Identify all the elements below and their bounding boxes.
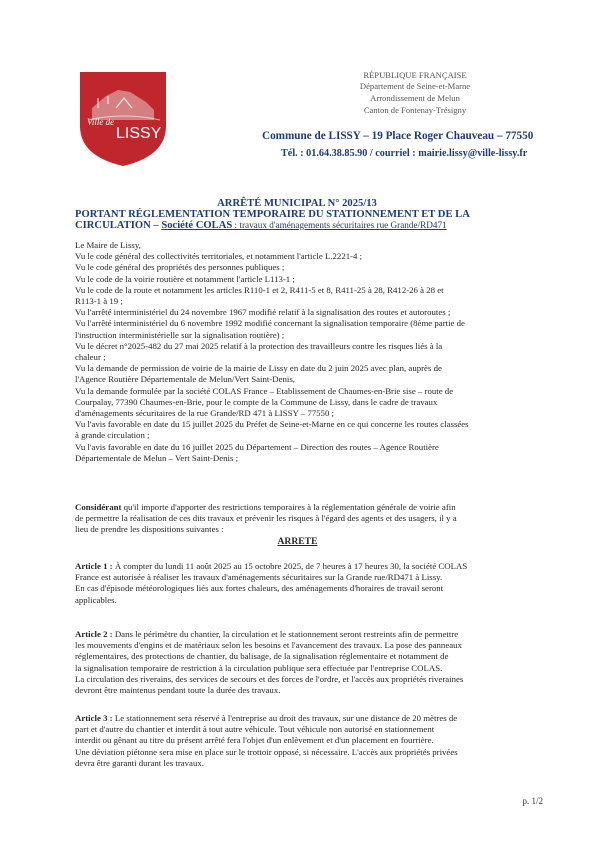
article-text: La circulation des riverains, des services de secours et des forces de l'ordre, et l'accès aux propriétés riveraines — [75, 673, 464, 684]
article-line — [75, 572, 549, 583]
considerant-line — [75, 502, 549, 513]
considerant-text: qu'il importe d'apporter des restrictions temporaires à la réglementation générale de voirie afin — [121, 502, 456, 512]
considerant-label: Considérant — [75, 502, 122, 512]
article-line — [75, 561, 549, 572]
visa-line: Départementale de Melun – Vert Saint-Denis ; — [75, 452, 239, 463]
article-line — [75, 685, 549, 696]
article-line — [75, 640, 549, 651]
decree-number: ARRÊTÉ MUNICIPAL N° 2025/13 — [217, 198, 377, 209]
visa-line: l'instruction interministérielle sur la signalisation routière) ; — [75, 329, 285, 340]
visa-line: à grande circulation ; — [75, 430, 150, 441]
article-2 — [75, 629, 549, 696]
commune-address: Commune de LISSY – 19 Place Roger Chauveau – 77550 — [262, 130, 534, 142]
visa-line: Le Maire de Lissy, — [75, 240, 141, 250]
visa-line: Vu l'avis favorable en date du 15 juillet 2025 du Préfet de Seine-et-Marne en ce qui concerne les routes classées — [75, 419, 469, 430]
contact-line: Tél. : 01.64.38.85.90 / courriel : mairie.lissy@ville-lissy.fr — [281, 148, 528, 159]
article-text: En cas d'épisode météorologiques liés aux fortes chaleurs, des aménagements d'horaires de travail seront — [75, 583, 444, 594]
article-text: part et d'autre du chantier et interdit à tout autre véhicule. Tout véhicule non autorisé en stationnement — [75, 724, 435, 735]
article-line — [75, 663, 549, 674]
title-dash: – — [150, 220, 162, 231]
article-1 — [75, 561, 549, 606]
article-text: Le stationnement sera réservé à l'entreprise au droit des travaux, sur une distance de 20 mètres de — [112, 713, 458, 723]
article-text: Une déviation piétonne sera mise en place sur le trottoir opposé, si nécessaire. L'accès aux propriétés privées — [75, 746, 458, 757]
visa-line: Courpalay, 77390 Chaumes-en-Brie, pour le compte de la Commune de Lissy, dans le cadre de travaux — [75, 396, 438, 407]
decree-subject-line2 — [75, 220, 447, 231]
logo-text-big: LISSY — [116, 125, 162, 142]
article-line — [75, 583, 549, 594]
canton-line: Canton de Fontenay-Trésigny — [363, 105, 467, 115]
visa-line: Vu le décret n°2025-482 du 27 mai 2025 relatif à la protection des travailleurs contre les risques liés à la — [75, 340, 443, 351]
article-line — [75, 674, 549, 685]
article-line — [75, 595, 549, 606]
considerant-text: de permettre la réalisation de ces dits travaux et prévenir les risques à l'égard des agents et des usagers, il y a — [75, 513, 457, 524]
logo-text-small: Ville de — [87, 117, 115, 127]
article-line — [75, 713, 549, 724]
visa-line: R113-1 à 19 ; — [75, 296, 123, 307]
article-text: À compter du lundi 11 août 2025 au 15 octobre 2025, de 7 heures à 17 heures 30, la société COLAS — [112, 561, 468, 571]
visa-line: Vu la demande de permission de voirie de la mairie de Lissy en date du 2 juin 2025 avec plan, auprès de — [75, 363, 442, 374]
article-text: la signalisation temporaire de restriction à la circulation publique sera effectuée par l'entreprise COLAS. — [75, 662, 443, 673]
considerant-line — [75, 513, 549, 524]
article-line — [75, 629, 549, 640]
article-text: devra être garanti durant les travaux. — [75, 757, 204, 768]
article-text: France est autorisée à réaliser les travaux d'aménagements sécuritaires sur la Grande rue/RD471 à Lissy. — [75, 572, 443, 583]
visa-line: d'aménagements sécuritaires de la rue Grande/RD 471 à LISSY – 77550 ; — [75, 408, 334, 419]
article-text: applicables. — [75, 594, 117, 605]
visa-line: Vu le code général des collectivités territoriales, et notamment l'article L.2221-4 ; — [75, 251, 363, 262]
visa-line: Vu la demande formulée par la société COLAS France – Etablissement de Chaumes-en-Brie sise – route de — [75, 385, 454, 396]
company-name: Société COLAS — [161, 220, 233, 231]
department-line: Département de Seine-et-Marne — [359, 81, 471, 91]
article-label: Article 1 : — [75, 561, 113, 571]
visa-line: chaleur ; — [75, 352, 106, 363]
article-line — [75, 651, 549, 662]
decree-subject-circulation: CIRCULATION — [75, 220, 151, 231]
article-text: devront être maintenus pendant toute la durée des travaux. — [75, 685, 281, 696]
article-text: Dans le périmètre du chantier, la circulation et le stationnement seront restreints afin de permettre — [112, 629, 459, 639]
visa-line: Vu l'arrêté interministériel du 24 novembre 1967 modifié relatif à la signalisation des routes et autoroutes ; — [75, 307, 451, 318]
lissy-logo — [76, 68, 170, 168]
decree-subject: PORTANT RÉGLEMENTATION TEMPORAIRE DU STATIONNEMENT ET DE LA — [75, 209, 470, 220]
article-label: Article 2 : — [75, 629, 113, 639]
page-number: p. 1/2 — [522, 796, 543, 806]
works-description: : travaux d'aménagements sécuritaires rue Grande/RD471 — [232, 220, 447, 230]
visa-line: l'Agence Routière Départementale de Melun/Vert Saint-Denis, — [75, 374, 295, 385]
article-text: les mouvements d'engins et de matériaux selon les besoins et l'avancement des travaux. La pose des panneaux — [75, 640, 462, 651]
visa-line: Vu le code de la voirie routière et notamment l'article L113-1 ; — [75, 273, 295, 284]
article-line — [75, 735, 549, 746]
article-line — [75, 747, 549, 758]
republic-heading: RÉPUBLIQUE FRANÇAISE — [363, 70, 467, 80]
article-text: interdit ou gênant au titre du présent arrêté fera l'objet d'un enlèvement et d'un placement en fourrière. — [75, 735, 434, 746]
arrondissement-line: Arrondissement de Melun — [370, 93, 460, 103]
visa-line: Vu le code de la route et notamment les articles R110-1 et 2, R411-5 et 8, R411-25 à 28, R412-26 à 28 et — [75, 284, 444, 295]
article-3 — [75, 713, 549, 769]
article-line — [75, 724, 549, 735]
visa-line: Vu l'arrêté interministériel du 6 novembre 1992 modifié concernant la signalisation temporaire (8ème partie de — [75, 318, 465, 329]
article-label: Article 3 : — [75, 713, 113, 723]
article-line — [75, 758, 549, 769]
visa-line: Vu le code général des propriétés des personnes publiques ; — [75, 262, 285, 273]
arrete-heading: ARRETE — [277, 536, 318, 547]
considerant-section — [75, 502, 549, 536]
considerant-text: lieu de prendre les dispositions suivantes : — [75, 524, 224, 535]
visa-line: Vu l'avis favorable en date du 16 juillet 2025 du Département – Direction des routes – Agence Routière — [75, 441, 439, 452]
considerant-line — [75, 524, 549, 535]
visas-section — [75, 240, 549, 464]
article-text: réglementaires, des protections de chantier, du balisage, de la signalisation réglementaire et notamment de — [75, 651, 449, 662]
